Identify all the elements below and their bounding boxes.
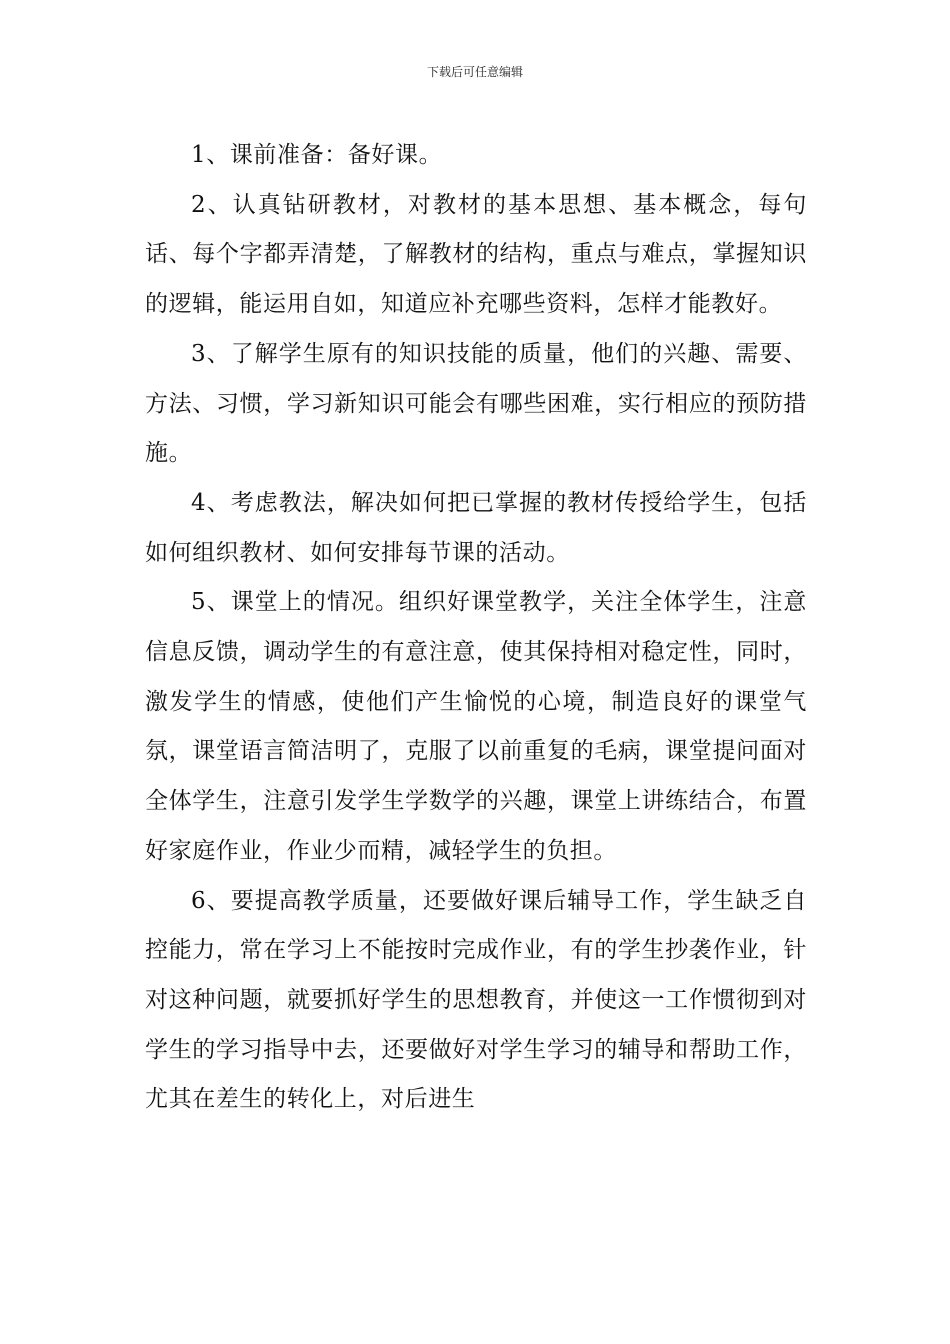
paragraph-6: 6、要提高教学质量，还要做好课后辅导工作，学生缺乏自控能力，常在学习上不能按时完成作业，有的学生抄袭作业，针对这种问题，就要抓好学生的思想教育，并使这一工作惯彻到对学生的学习指导中去，还要做好对学生学习的辅导和帮助工作，尤其在差生的转化上，对后进生: [145, 887, 807, 1113]
paragraph-2: 2、认真钻研教材，对教材的基本思想、基本概念，每句话、每个字都弄清楚，了解教材的结构，重点与难点，掌握知识的逻辑，能运用自如，知道应补充哪些资料，怎样才能教好。: [145, 191, 807, 318]
page-header: 下载后可任意编辑: [426, 65, 523, 79]
document-body: [145, 131, 807, 1125]
paragraph-4: 4、考虑教法，解决如何把已掌握的教材传授给学生，包括如何组织教材、如何安排每节课的活动。: [145, 489, 807, 566]
paragraph-3: 3、了解学生原有的知识技能的质量，他们的兴趣、需要、方法、习惯，学习新知识可能会有哪些困难，实行相应的预防措施。: [145, 340, 807, 467]
paragraph-1: 1、课前准备：备好课。: [191, 142, 443, 168]
paragraph-5: 5、课堂上的情况。组织好课堂教学，关注全体学生，注意信息反馈，调动学生的有意注意，使其保持相对稳定性，同时，激发学生的情感，使他们产生愉悦的心境，制造良好的课堂气氛，课堂语言简洁明了，克服了以前重复的毛病，课堂提问面对全体学生，注意引发学生学数学的兴趣，课堂上讲练结合，布置好家庭作业，作业少而精，减轻学生的负担。: [145, 589, 807, 864]
